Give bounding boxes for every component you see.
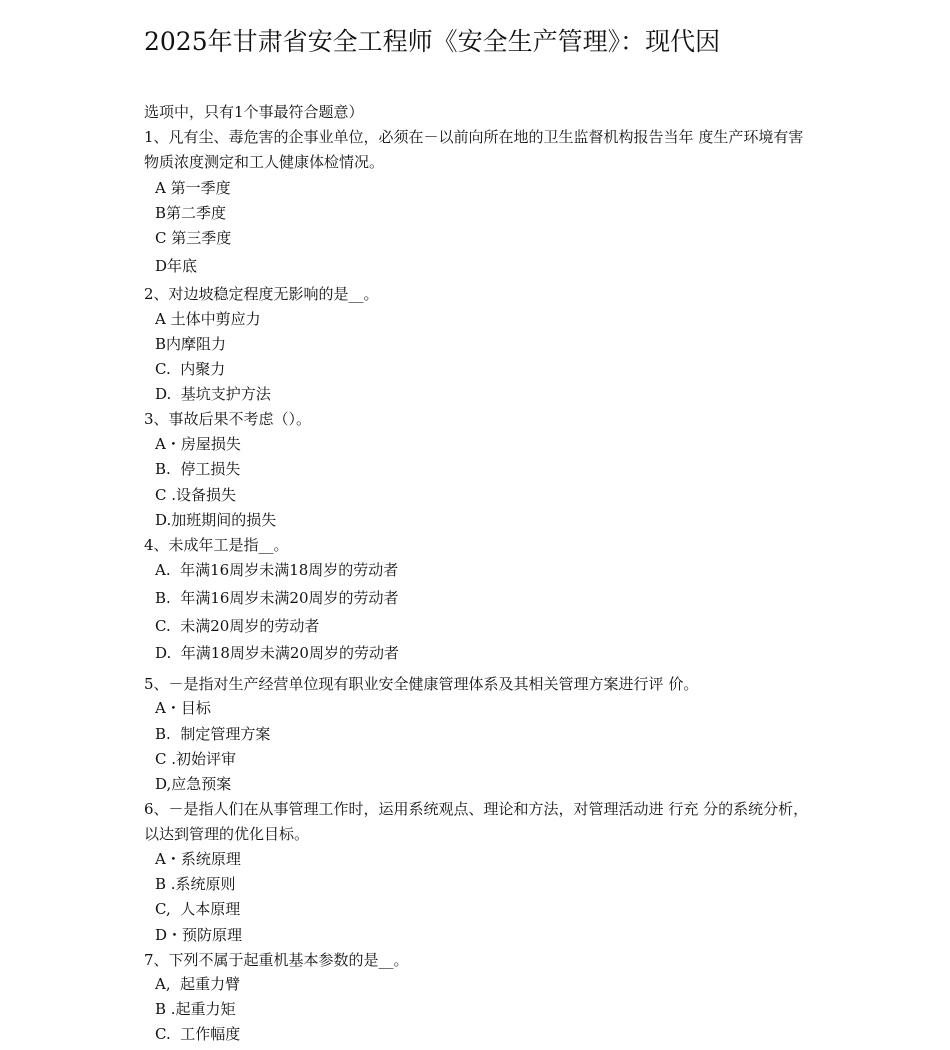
- question-text: 2、对边坡稳定程度无影响的是__。: [144, 285, 379, 303]
- question-text: 6、－是指人们在从事管理工作时，运用系统观点、理论和方法，对管理活动进 行充 分的系统分析，以达到管理的优化目标。: [144, 800, 809, 843]
- answer-option: D. 年满18周岁未满20周岁的劳动者: [155, 644, 399, 662]
- answer-option: C .设备损失: [155, 486, 237, 504]
- answer-option: C. 内聚力: [155, 360, 226, 378]
- answer-option: B. 停工损失: [155, 460, 241, 478]
- answer-option: C 第三季度: [155, 229, 232, 247]
- answer-option: C. 工作幅度: [155, 1025, 241, 1043]
- answer-option: B .起重力矩: [155, 1000, 236, 1018]
- question-text: 7、下列不属于起重机基本参数的是__。: [144, 951, 409, 969]
- question-text: 1、凡有尘、毒危害的企事业单位，必须在－以前向所在地的卫生监督机构报告当年 度生产环境有害物质浓度测定和工人健康体检情况。: [144, 128, 804, 171]
- answer-option: C. 未满20周岁的劳动者: [155, 617, 320, 635]
- question-text: 5、－是指对生产经营单位现有职业安全健康管理体系及其相关管理方案进行评 价。: [144, 675, 699, 693]
- answer-option: A 土体中剪应力: [155, 310, 261, 328]
- question-text: 4、未成年工是指__。: [144, 536, 289, 554]
- answer-option: B内摩阻力: [155, 335, 227, 353]
- answer-option: B .系统原则: [155, 875, 236, 893]
- answer-option: A・系统原理: [155, 850, 241, 868]
- answer-option: D,应急预案: [155, 775, 232, 793]
- answer-option: A・房屋损失: [155, 435, 241, 453]
- answer-option: D・预防原理: [155, 926, 243, 944]
- answer-option: B. 制定管理方案: [155, 725, 271, 743]
- answer-option: A, 起重力臂: [155, 975, 241, 993]
- answer-option: D.加班期间的损失: [155, 511, 277, 529]
- answer-option: D年底: [155, 257, 198, 275]
- answer-option: A 第一季度: [155, 179, 231, 197]
- instructions-text: 选项中，只有1个事最符合题意）: [144, 103, 364, 121]
- answer-option: A. 年满16周岁未满18周岁的劳动者: [155, 561, 399, 579]
- document-title: 2025年甘肃省安全工程师《安全生产管理》：现代因: [144, 27, 721, 56]
- question-text: 3、事故后果不考虑（）。: [144, 410, 312, 428]
- answer-option: A・目标: [155, 699, 211, 717]
- answer-option: C .初始评审: [155, 750, 237, 768]
- answer-option: D. 基坑支护方法: [155, 385, 271, 403]
- answer-option: C, 人本原理: [155, 900, 241, 918]
- answer-option: B第二季度: [155, 204, 227, 222]
- answer-option: B. 年满16周岁未满20周岁的劳动者: [155, 589, 399, 607]
